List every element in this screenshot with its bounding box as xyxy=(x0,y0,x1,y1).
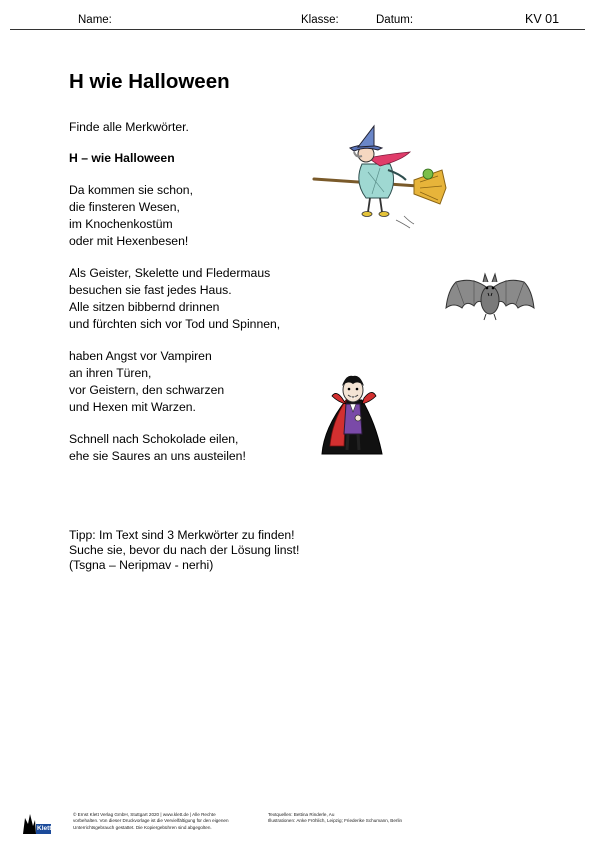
poem-line: und fürchten sich vor Tod und Spinnen, xyxy=(69,317,281,331)
poem-line: an ihren Türen, xyxy=(69,366,152,380)
poem-stanza-4 xyxy=(69,431,246,465)
vampire-illustration xyxy=(320,372,386,458)
poem-line: Alle sitzen bibbernd drinnen xyxy=(69,300,220,314)
tip-line: Suche sie, bevor du nach der Lösung linst! xyxy=(69,543,300,557)
header-divider xyxy=(10,29,585,30)
poem-title: H – wie Halloween xyxy=(69,151,175,165)
copyright-text xyxy=(73,812,229,831)
poem-stanza-2 xyxy=(69,265,280,333)
class-label: Klasse: xyxy=(301,14,339,26)
poem-line: Als Geister, Skelette und Fledermaus xyxy=(69,266,271,280)
poem-stanza-1 xyxy=(69,182,193,250)
source-line: Textquellen: Bettina Rinderle, Au xyxy=(268,812,335,817)
worksheet-code: KV 01 xyxy=(525,12,560,26)
page-title: H wie Halloween xyxy=(69,70,230,93)
tip-line: Tipp: Im Text sind 3 Merkwörter zu finden! xyxy=(69,528,295,542)
instruction-text: Finde alle Merkwörter. xyxy=(69,120,189,134)
klett-logo xyxy=(21,812,51,841)
poem-line: oder mit Hexenbesen! xyxy=(69,234,189,248)
witch-on-broom-illustration xyxy=(310,124,450,230)
bat-illustration xyxy=(444,268,536,328)
sources-text xyxy=(268,812,402,825)
tip-line: (Tsgna – Neripmav - nerhi) xyxy=(69,558,214,572)
poem-stanza-3 xyxy=(69,348,224,416)
poem-line: besuchen sie fast jedes Haus. xyxy=(69,283,232,297)
copyright-line: vorbehalten. Von dieser Druckvorlage ist die Vervielfältigung für den eigenen xyxy=(73,818,229,824)
copyright-line: Unterrichtsgebrauch gestattet. Die Kopiergebühren sind abgegolten. xyxy=(73,824,212,830)
klett-logo-icon xyxy=(21,812,51,836)
poem-line: die finsteren Wesen, xyxy=(69,200,180,214)
poem-line: vor Geistern, den schwarzen xyxy=(69,383,225,397)
source-line: Illustrationen: Anke Fröhlich, Leipzig; Friederike Schumann, Berlin xyxy=(268,818,403,824)
poem-line: Schnell nach Schokolade eilen, xyxy=(69,432,239,446)
poem-line: Da kommen sie schon, xyxy=(69,183,193,197)
copyright-line: © Ernst Klett Verlag GmbH, Stuttgart 2020 | www.klett.de | Alle Rechte xyxy=(73,812,216,817)
poem-line: im Knochenkostüm xyxy=(69,217,173,231)
date-label: Datum: xyxy=(376,14,414,26)
poem-line: haben Angst vor Vampiren xyxy=(69,349,212,363)
poem-line: und Hexen mit Warzen. xyxy=(69,400,196,414)
name-label: Name: xyxy=(78,14,112,26)
poem-line: ehe sie Saures an uns austeilen! xyxy=(69,449,246,463)
tip-box xyxy=(69,528,299,573)
logo-text: Klett xyxy=(37,825,52,832)
